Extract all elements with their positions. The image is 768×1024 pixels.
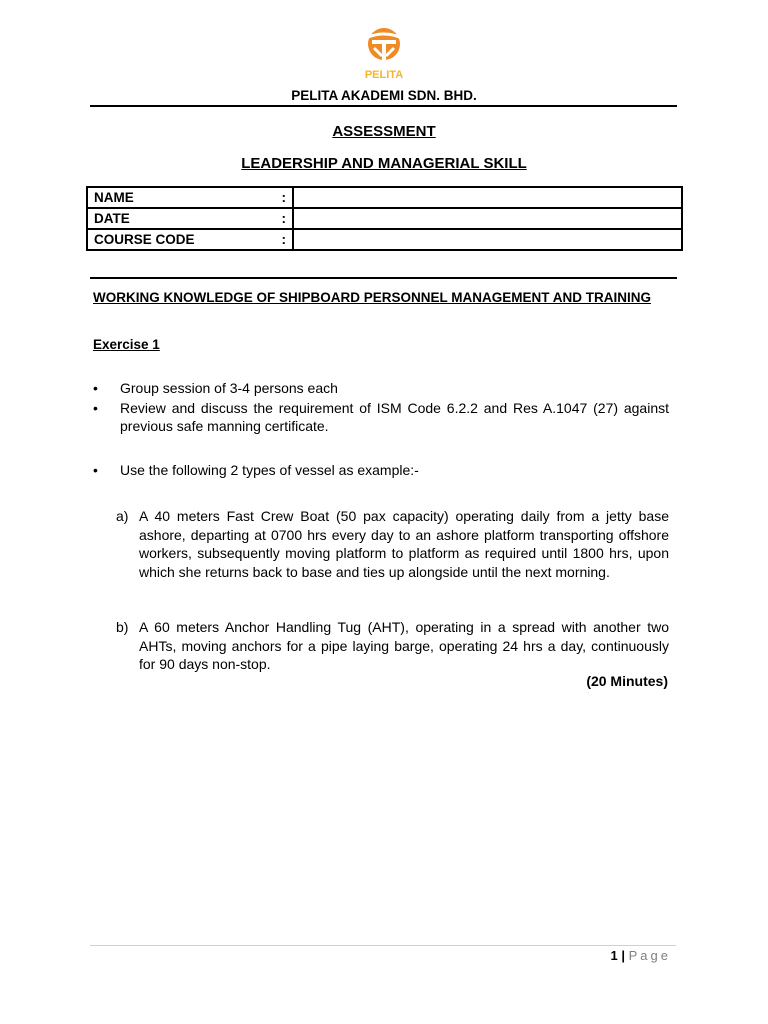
item-label: b) [116, 619, 129, 635]
company-name: PELITA AKADEMI SDN. BHD. [291, 88, 477, 103]
exercise-heading: Exercise 1 [93, 337, 160, 352]
section-heading: WORKING KNOWLEDGE OF SHIPBOARD PERSONNEL MANAGEMENT AND TRAINING [93, 290, 652, 305]
colon: : [281, 232, 286, 247]
item-text: A 60 meters Anchor Handling Tug (AHT), operating in a spread with another two AHTs, moving anchors for a pipe laying barge, operating 24 hrs a day, continuously for 90 days non-stop. [139, 619, 669, 672]
item-text: A 40 meters Fast Crew Boat (50 pax capacity) operating daily from a jetty base ashore, departing at 0700 hrs every day to an ashore platform transporting offshore workers, subsequently moving platform to platform as required until 1800 hrs, upon which she returns back to base and ties up alongside until the next morning. [139, 508, 669, 580]
info-label-cell [87, 208, 293, 229]
bullet-text: Review and discuss the requirement of ISM Code 6.2.2 and Res A.1047 (27) against previous safe manning certificate. [120, 400, 669, 434]
footer-separator: | [621, 948, 625, 963]
page-footer [611, 948, 672, 963]
course-code-label: COURSE CODE [94, 232, 195, 247]
company-logo [352, 26, 416, 82]
assessment-title: ASSESSMENT [332, 123, 436, 140]
section-divider [90, 277, 677, 279]
header-divider [90, 105, 677, 107]
info-row-course-code [87, 229, 682, 250]
name-label: NAME [94, 190, 134, 205]
bullet-icon: • [93, 462, 98, 478]
info-row-name [87, 187, 682, 208]
item-label: a) [116, 508, 129, 524]
bullet-icon: • [93, 380, 98, 396]
duration-label: (20 Minutes) [586, 673, 668, 689]
colon: : [281, 211, 286, 226]
date-label: DATE [94, 211, 130, 226]
bullet-item [93, 461, 669, 479]
footer-divider [90, 945, 676, 946]
bullet-item [93, 399, 669, 435]
bullet-text: Use the following 2 types of vessel as example:- [120, 462, 419, 478]
course-code-field[interactable] [293, 229, 682, 250]
colon: : [281, 190, 286, 205]
bullet-icon: • [93, 400, 98, 416]
page-word: Page [628, 948, 671, 963]
info-label-cell [87, 187, 293, 208]
info-row-date [87, 208, 682, 229]
vessel-example-a [116, 507, 669, 581]
bullet-text: Group session of 3-4 persons each [120, 380, 338, 396]
subject-title: LEADERSHIP AND MANAGERIAL SKILL [241, 155, 527, 172]
page-number: 1 [610, 948, 618, 963]
name-field[interactable] [293, 187, 682, 208]
bullet-item [93, 379, 669, 397]
vessel-example-b [116, 618, 669, 674]
pelita-logo-icon [352, 26, 416, 82]
candidate-info-table [86, 186, 683, 251]
date-field[interactable] [293, 208, 682, 229]
info-label-cell [87, 229, 293, 250]
logo-text: PELITA [364, 69, 404, 81]
